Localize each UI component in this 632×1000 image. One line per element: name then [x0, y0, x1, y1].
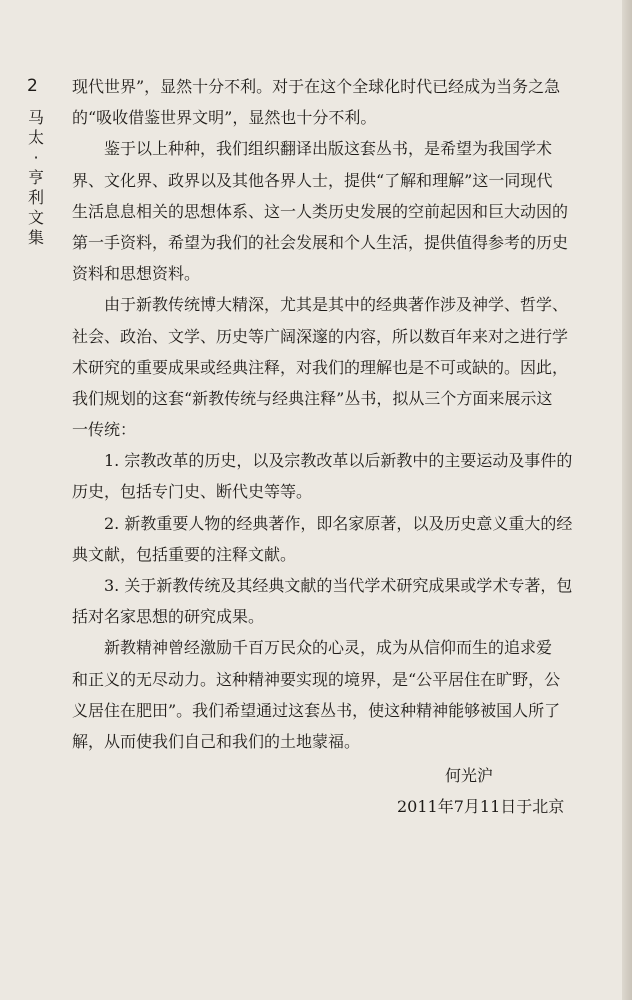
- text-line: 1. 宗教改革的历史，以及宗教改革以后新教中的主要运动及事件的: [104, 451, 573, 471]
- text-line: 2. 新教重要人物的经典著作，即名家原著，以及历史意义重大的经: [104, 513, 573, 533]
- text-line: 历史，包括专门史、断代史等等。: [72, 482, 313, 502]
- text-line: 的“吸收借鉴世界文明”，显然也十分不利。: [72, 108, 377, 128]
- text-line: 现代世界”，显然十分不利。对于在这个全球化时代已经成为当务之急: [72, 77, 561, 96]
- text-line: 典文献，包括重要的注释文献。: [72, 544, 297, 564]
- running-head-char: 集: [27, 228, 44, 247]
- text-line: 我们规划的这套“新教传统与经典注释”丛书，拟从三个方面来展示这: [72, 388, 553, 408]
- text-line: 界、文化界、政界以及其他各界人士，提供“了解和理解”这一同现代: [72, 170, 553, 190]
- page-number: 2: [27, 76, 38, 96]
- running-head-char: 亨: [27, 168, 44, 187]
- running-head-book-title: [26, 108, 46, 248]
- running-head-char: 文: [27, 208, 44, 227]
- text-line: 义居住在肥田”。我们希望通过这套丛书，使这种精神能够被国人所了: [72, 700, 561, 720]
- text-line: 新教精神曾经激励千百万民众的心灵，成为从信仰而生的追求爱: [104, 638, 553, 658]
- running-head-char: 利: [27, 188, 44, 207]
- text-line: 资料和思想资料。: [72, 264, 201, 284]
- text-line: 社会、政治、文学、历史等广阔深邃的内容，所以数百年来对之进行学: [72, 326, 569, 346]
- page-edge: [622, 0, 632, 1000]
- text-line: 鉴于以上种种，我们组织翻译出版这套丛书，是希望为我国学术: [104, 139, 553, 159]
- text-line: 括对名家思想的研究成果。: [72, 607, 265, 627]
- text-line: 第一手资料，希望为我们的社会发展和个人生活，提供值得参考的历史: [72, 232, 569, 252]
- author-signature: 何光沪: [445, 766, 494, 785]
- text-line: 一传统：: [72, 420, 137, 440]
- text-line: 解，从而使我们自己和我们的土地蒙福。: [72, 731, 361, 751]
- text-line: 和正义的无尽动力。这种精神要实现的境界，是“公平居住在旷野，公: [72, 669, 561, 689]
- text-line: 由于新教传统博大精深，尤其是其中的经典著作涉及神学、哲学、: [104, 295, 569, 315]
- running-head-char: ·: [33, 148, 39, 167]
- text-line: 生活息息相关的思想体系、这一人类历史发展的空前起因和巨大动因的: [72, 201, 569, 221]
- running-head-char: 太: [27, 128, 44, 147]
- body-text: [72, 71, 592, 757]
- text-line: 术研究的重要成果或经典注释，对我们的理解也是不可或缺的。因此，: [72, 357, 569, 377]
- text-line: 3. 关于新教传统及其经典文献的当代学术研究成果或学术专著，包: [104, 576, 573, 595]
- running-head-char: 马: [27, 108, 44, 127]
- date-place: 2011年7月11日于北京: [397, 797, 565, 816]
